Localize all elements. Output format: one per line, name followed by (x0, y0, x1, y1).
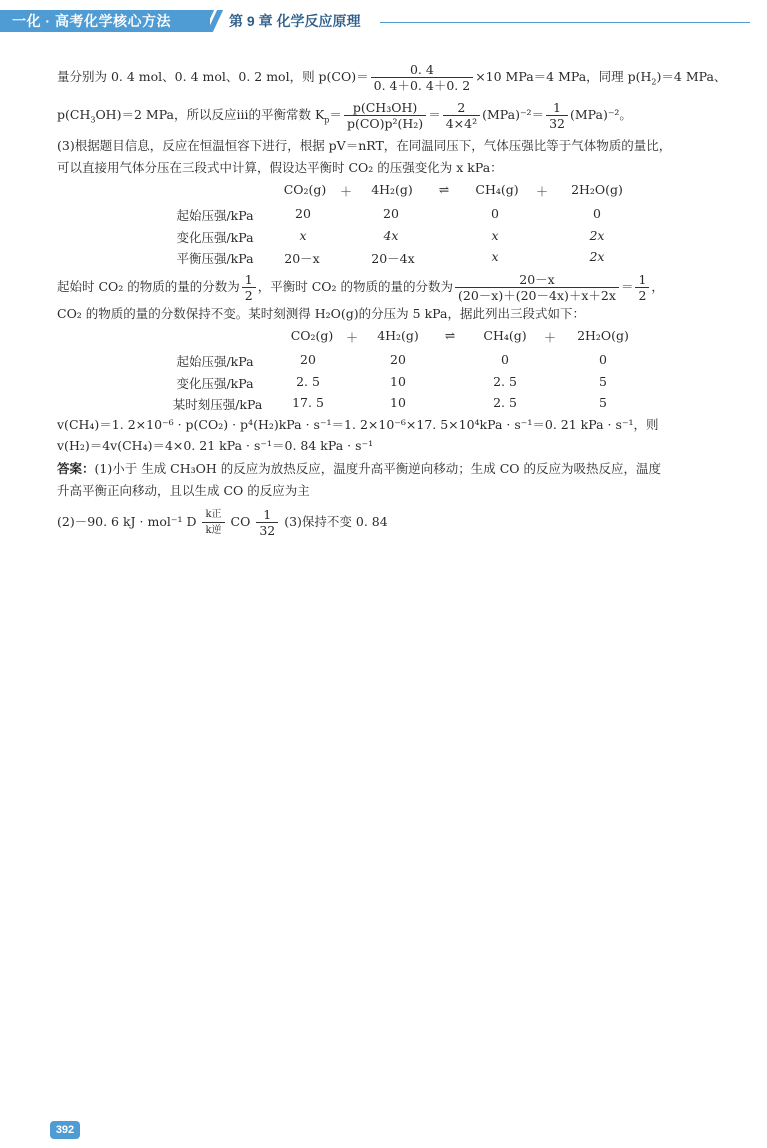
t1-r0-c2: 0 (491, 206, 499, 221)
t1-r1-c3: 2x (589, 228, 605, 243)
page-header (0, 0, 767, 36)
t1-h0: CO₂(g) (283, 182, 327, 197)
t2-r0-c3: 0 (599, 352, 607, 367)
t2-r2-c1: 10 (390, 395, 406, 410)
t2-r0-c2: 0 (501, 352, 509, 367)
t1-h5: ＋ (535, 184, 549, 199)
header-rule (380, 22, 750, 23)
text-line-8: v(H₂)＝4v(CH₄)＝4×0. 21 kPa · s⁻¹＝0. 84 kPa · s⁻¹ (57, 438, 374, 453)
t1-h6: 2H₂O(g) (571, 182, 623, 197)
fraction-pco: $\frac{0. 4}{0. 4+0. 4+0. 2}$ (371, 62, 474, 93)
answer-line-1: 答案：(1)小于 生成 CH₃OH 的反应为放热反应，温度升高平衡逆向移动；生成 CO 的反应为吸热反应，温度 (57, 461, 662, 476)
t1-r2-c0: 20－x (284, 251, 320, 266)
t2-h2: 4H₂(g) (377, 328, 419, 343)
text-line-4: 可以直接用气体分压在三段式中计算，假设达平衡时 CO₂ 的压强变化为 x kPa： (57, 160, 503, 175)
t1-r2-c3: 2x (589, 249, 605, 264)
fraction-half-2: $\frac{1}{2}$ (635, 272, 649, 303)
text-line-5: 起始时 CO₂ 的物质的量的分数为 $\frac{1}{2}$ ，平衡时 CO₂ 的物质的量的分数为 $\frac{20-x}{(20-x)+(20-4x)+x+2x}$ ＝ $\frac{1}{2}$ ， (57, 272, 664, 303)
t2-h5: ＋ (543, 330, 557, 345)
t1-r0-c0: 20 (295, 206, 311, 221)
t2-h0: CO₂(g) (290, 328, 334, 343)
t2-r1-c2: 2. 5 (493, 374, 517, 389)
answer-line-2: 升高平衡正向移动，且以生成 CO 的反应为主 (57, 483, 310, 498)
t2-r0-c0: 20 (300, 352, 316, 367)
t1-r2-c1: 20－4x (371, 251, 415, 266)
t2-r1-c3: 5 (599, 374, 607, 389)
fraction-co2: $\frac{20-x}{(20-x)+(20-4x)+x+2x}$ (455, 272, 619, 303)
t2-r1-c0: 2. 5 (296, 374, 320, 389)
page-number: 392 (50, 1121, 80, 1139)
t1-r2-c2: x (491, 249, 499, 264)
t1-h4: CH₄(g) (475, 182, 519, 197)
t1-h2: 4H₂(g) (371, 182, 413, 197)
text-line-7: v(CH₄)＝1. 2×10⁻⁶ · p(CO₂) · p⁴(H₂)kPa · s⁻¹＝1. 2×10⁻⁶×17. 5×10⁴kPa · s⁻¹＝0. 21 kPa · s⁻¹，则 (57, 417, 659, 432)
fraction-1-32: $\frac{1}{32}$ (546, 100, 568, 131)
t2-r2-label: 某时刻压强/kPa (172, 397, 263, 412)
t2-h4: CH₄(g) (483, 328, 527, 343)
fraction-answer-1-32: $\frac{1}{32}$ (256, 507, 278, 538)
answer-label: 答案： (57, 461, 95, 476)
fraction-2: $\frac{2}{\text{4×4²}}$ (443, 100, 480, 131)
t2-r0-label: 起始压强/kPa (176, 354, 254, 369)
t1-r2-label: 平衡压强/kPa (176, 251, 254, 266)
t2-h1: ＋ (345, 330, 359, 345)
t1-r0-c1: 20 (383, 206, 399, 221)
t2-r2-c3: 5 (599, 395, 607, 410)
text-line-3: (3)根据题目信息，反应在恒温恒容下进行，根据 pV＝nRT，在同温同压下，气体压强比等于气体物质的量比， (57, 138, 672, 153)
t1-r1-c1: 4x (383, 228, 399, 243)
t1-h1: ＋ (339, 184, 353, 199)
t2-r2-c0: 17. 5 (292, 395, 324, 410)
t1-r1-c2: x (491, 228, 499, 243)
t2-r2-c2: 2. 5 (493, 395, 517, 410)
t1-r1-c0: x (299, 228, 307, 243)
t2-h3: ⇌ (444, 328, 456, 343)
t1-r0-c3: 0 (593, 206, 601, 221)
text-line-2: $p(CH_3OH)=2$ MPa，所以反应ⅲ的平衡常数 $K_p=$ $\frac{\text{p(CH₃OH)}}{\text{p(CO)p²(H₂)}}$ ＝ $\frac{2}{\text{4×4²}}$ (MPa)⁻²＝ $\frac{1}{32}$ (MPa)⁻²。 (57, 100, 632, 131)
t1-r0-label: 起始压强/kPa (176, 208, 254, 223)
answer-line-3: (2)－90. 6 kJ · mol⁻¹ D $\frac{\text{k正}}{\text{k逆}}$ CO $\frac{1}{32}$ (3)保持不变 0. 84 (57, 507, 388, 538)
t2-h6: 2H₂O(g) (577, 328, 629, 343)
book-title: 一化 · 高考化学核心方法 (0, 10, 210, 32)
t2-r1-label: 变化压强/kPa (176, 376, 254, 391)
t2-r0-c1: 20 (390, 352, 406, 367)
t1-h3: ⇌ (438, 182, 450, 197)
t2-r1-c1: 10 (390, 374, 406, 389)
fraction-kp: $\frac{\text{p(CH₃OH)}}{\text{p(CO)p²(H₂)}}$ (344, 100, 426, 131)
text-line-6: CO₂ 的物质的量的分数保持不变。某时刻测得 H₂O(g)的分压为 5 kPa，据此列出三段式如下： (57, 306, 585, 321)
fraction-half-1: $\frac{1}{2}$ (242, 272, 256, 303)
text-line-1: 量分别为 0. 4 mol、0. 4 mol、0. 2 mol，则 p(CO)＝ $\frac{0. 4}{0. 4+0. 4+0. 2}$ ×10 MPa＝4 MPa，同理 $p(H_2)=4$ MPa、 (57, 62, 727, 93)
chapter-title: 第 9 章 化学反应原理 (229, 13, 361, 29)
fraction-k: $\frac{\text{k正}}{\text{k逆}}$ (202, 507, 224, 538)
t1-r1-label: 变化压强/kPa (176, 230, 254, 245)
